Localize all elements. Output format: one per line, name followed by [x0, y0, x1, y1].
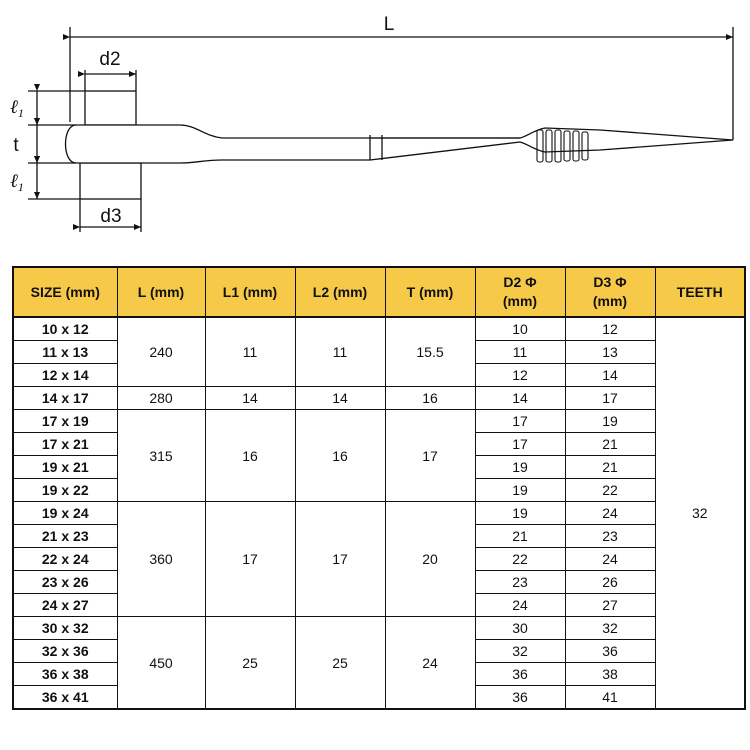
l2-cell: 25	[295, 617, 385, 710]
size-cell: 12 x 14	[13, 364, 117, 387]
size-cell: 14 x 17	[13, 387, 117, 410]
d2-cell: 19	[475, 502, 565, 525]
header-t: T (mm)	[385, 267, 475, 317]
l1-cell: 17	[205, 502, 295, 617]
l1-cell: 25	[205, 617, 295, 710]
size-cell: 23 x 26	[13, 571, 117, 594]
t-cell: 24	[385, 617, 475, 710]
d3-cell: 23	[565, 525, 655, 548]
l2-cell: 16	[295, 410, 385, 502]
header-size: SIZE (mm)	[13, 267, 117, 317]
t-label: t	[13, 135, 19, 156]
size-cell: 24 x 27	[13, 594, 117, 617]
d2-cell: 36	[475, 663, 565, 686]
d3-cell: 38	[565, 663, 655, 686]
header-l: L (mm)	[117, 267, 205, 317]
l2-cell: 11	[295, 317, 385, 387]
d2-cell: 21	[475, 525, 565, 548]
l1-cell: 16	[205, 410, 295, 502]
d2-cell: 10	[475, 317, 565, 341]
l1-cell: 11	[205, 317, 295, 387]
l-cell: 280	[117, 387, 205, 410]
l2-cell: 14	[295, 387, 385, 410]
d3-cell: 13	[565, 341, 655, 364]
l-cell: 240	[117, 317, 205, 387]
d3-cell: 41	[565, 686, 655, 710]
d3-cell: 27	[565, 594, 655, 617]
d3-cell: 21	[565, 456, 655, 479]
d2-cell: 19	[475, 479, 565, 502]
l1-top-label: ℓ$_1$	[10, 97, 24, 120]
size-cell: 19 x 22	[13, 479, 117, 502]
lower-socket	[80, 163, 141, 199]
d2-cell: 19	[475, 456, 565, 479]
d2-cell: 36	[475, 686, 565, 710]
wrench-body	[66, 125, 734, 163]
d3-cell: 21	[565, 433, 655, 456]
table-row	[13, 617, 745, 640]
t-cell: 15.5	[385, 317, 475, 387]
l1-bottom-label: ℓ$_1$	[10, 171, 24, 194]
t-cell: 16	[385, 387, 475, 410]
table-row	[13, 387, 745, 410]
l2-cell: 17	[295, 502, 385, 617]
size-cell: 19 x 24	[13, 502, 117, 525]
size-cell: 32 x 36	[13, 640, 117, 663]
size-cell: 36 x 38	[13, 663, 117, 686]
d2-cell: 14	[475, 387, 565, 410]
teeth-cell: 32	[655, 317, 745, 709]
length-label: L	[383, 14, 395, 35]
table-row	[13, 317, 745, 341]
d2-cell: 11	[475, 341, 565, 364]
d3-cell: 14	[565, 364, 655, 387]
size-cell: 19 x 21	[13, 456, 117, 479]
d3-cell: 24	[565, 548, 655, 571]
size-cell: 17 x 21	[13, 433, 117, 456]
d2-cell: 22	[475, 548, 565, 571]
size-cell: 10 x 12	[13, 317, 117, 341]
header-d2: D2 Φ (mm)	[475, 267, 565, 317]
d3-cell: 17	[565, 387, 655, 410]
header-d3: D3 Φ (mm)	[565, 267, 655, 317]
d2-cell: 17	[475, 433, 565, 456]
d3-cell: 26	[565, 571, 655, 594]
t-cell: 17	[385, 410, 475, 502]
header-teeth: TEETH	[655, 267, 745, 317]
d2-label: d2	[99, 49, 121, 70]
size-cell: 36 x 41	[13, 686, 117, 710]
l-cell: 450	[117, 617, 205, 710]
header-row	[13, 267, 745, 317]
l-cell: 360	[117, 502, 205, 617]
d3-cell: 24	[565, 502, 655, 525]
table-row	[13, 502, 745, 525]
t-cell: 20	[385, 502, 475, 617]
d3-cell: 12	[565, 317, 655, 341]
d2-cell: 23	[475, 571, 565, 594]
size-cell: 11 x 13	[13, 341, 117, 364]
d3-cell: 19	[565, 410, 655, 433]
l-cell: 315	[117, 410, 205, 502]
d2-cell: 30	[475, 617, 565, 640]
d2-cell: 17	[475, 410, 565, 433]
d2-cell: 32	[475, 640, 565, 663]
upper-socket	[85, 91, 136, 125]
d3-label: d3	[100, 206, 122, 227]
l1-cell: 14	[205, 387, 295, 410]
size-cell: 21 x 23	[13, 525, 117, 548]
table-row	[13, 410, 745, 433]
d3-cell: 32	[565, 617, 655, 640]
d2-cell: 24	[475, 594, 565, 617]
spec-table	[12, 266, 746, 710]
d3-cell: 36	[565, 640, 655, 663]
size-cell: 30 x 32	[13, 617, 117, 640]
d3-cell: 22	[565, 479, 655, 502]
d2-cell: 12	[475, 364, 565, 387]
size-cell: 22 x 24	[13, 548, 117, 571]
header-l2: L2 (mm)	[295, 267, 385, 317]
wrench-diagram	[0, 0, 750, 262]
size-cell: 17 x 19	[13, 410, 117, 433]
header-l1: L1 (mm)	[205, 267, 295, 317]
